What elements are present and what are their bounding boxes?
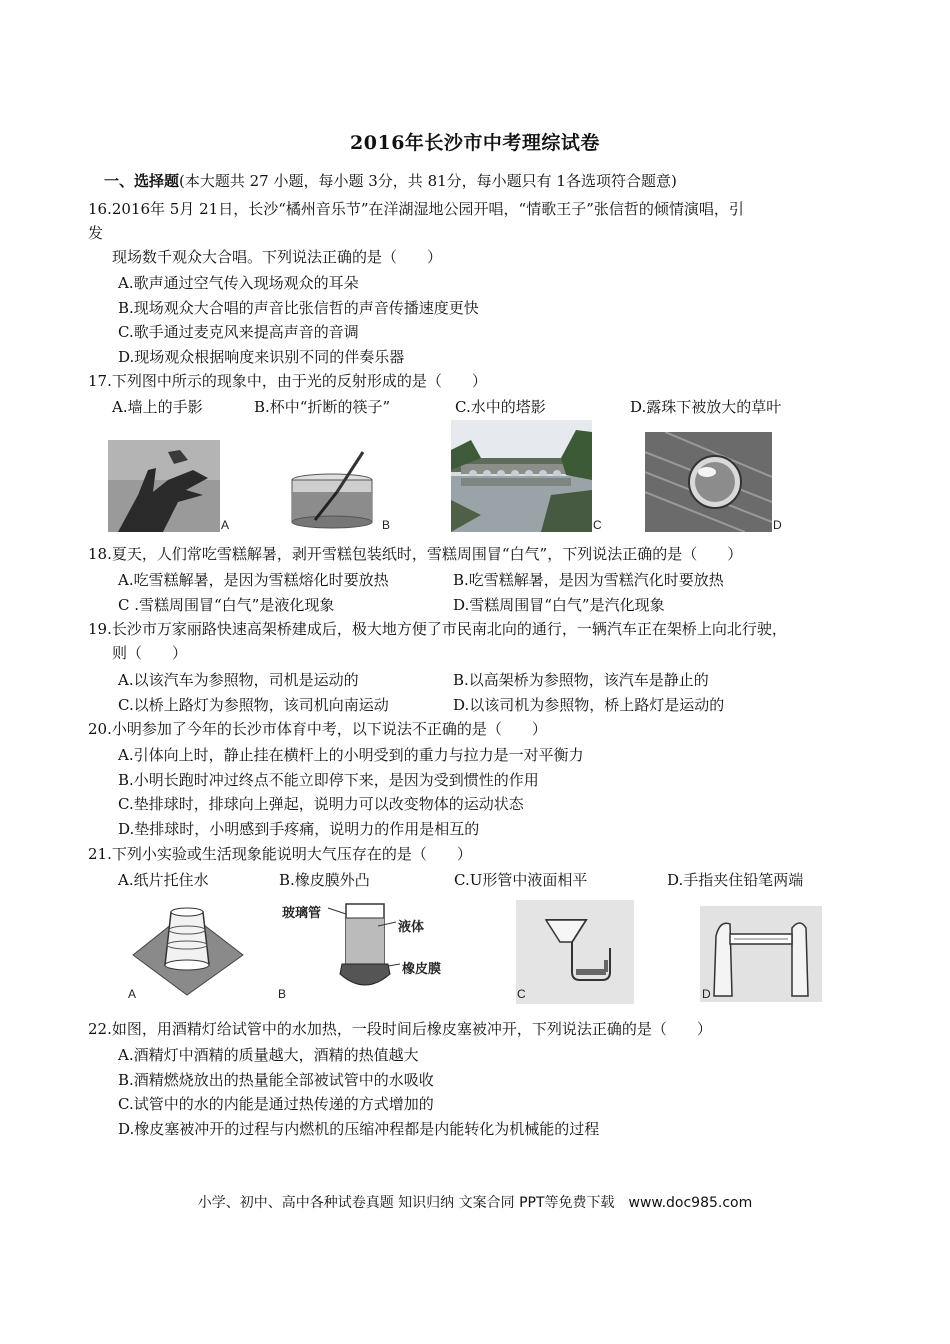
q18-option-b: B.吃雪糕解暑，是因为雪糕汽化时要放热 xyxy=(453,571,724,589)
q16-stem-line3: 现场数千观众大合唱。下列说法正确的是（ ） xyxy=(112,248,443,266)
q21-option-b: B.橡皮膜外凸 xyxy=(279,871,370,889)
q21-option-d: D.手指夹住铅笔两端 xyxy=(667,871,804,889)
q22-option-b: B.酒精燃烧放出的热量能全部被试管中的水吸收 xyxy=(118,1071,434,1089)
dew-drop-photo xyxy=(645,432,772,532)
q22-option-d: D.橡皮塞被冲开的过程与内燃机的压缩冲程都是内能转化为机械能的过程 xyxy=(118,1120,600,1138)
q17-option-b: B.杯中“折断的筷子” xyxy=(254,398,391,416)
q21-fig-d-label: D xyxy=(702,987,711,1001)
q16-option-d: D.现场观众根据响度来识别不同的伴奏乐器 xyxy=(118,348,405,366)
section-note: (本大题共 27 小题，每小题 3分，共 81分，每小题只有 1各选项符合题意) xyxy=(179,172,677,190)
q18-stem: 18.夏天，人们常吃雪糕解暑，剥开雪糕包装纸时，雪糕周围冒“白气”，下列说法正确的是（ ） xyxy=(88,545,743,563)
u-tube-diagram xyxy=(516,900,634,1004)
q16-stem-line1: 16.2016年 5月 21日，长沙“橘州音乐节”在洋湖湿地公园开唱，“情歌王子”张信哲的倾情演唱，引 xyxy=(88,200,744,218)
q18-option-a: A.吃雪糕解暑，是因为雪糕熔化时要放热 xyxy=(118,571,389,589)
q20-option-b: B.小明长跑时冲过终点不能立即停下来，是因为受到惯性的作用 xyxy=(118,771,539,789)
liquid-label: 液体 xyxy=(398,919,425,934)
q16-option-c: C.歌手通过麦克风来提高声音的音调 xyxy=(118,323,359,341)
q20-option-a: A.引体向上时，静止挂在横杆上的小明受到的重力与拉力是一对平衡力 xyxy=(118,746,584,764)
q17-option-c: C.水中的塔影 xyxy=(455,398,546,416)
q19-option-b: B.以高架桥为参照物，该汽车是静止的 xyxy=(453,671,709,689)
q21-fig-a-label: A xyxy=(128,987,137,1001)
q20-stem: 20.小明参加了今年的长沙市体育中考，以下说法不正确的是（ ） xyxy=(88,720,547,738)
q22-stem: 22.如图，用酒精灯给试管中的水加热，一段时间后橡皮塞被冲开，下列说法正确的是（ ） xyxy=(88,1020,712,1038)
bent-chopstick-photo xyxy=(285,450,380,530)
q21-fig-b-label: B xyxy=(278,987,287,1001)
q20-option-d: D.垫排球时，小明感到手疼痛，说明力的作用是相互的 xyxy=(118,820,480,838)
bridge-reflection-photo xyxy=(451,420,592,532)
hand-shadow-photo xyxy=(108,440,220,532)
page-title: 2016年长沙市中考理综试卷 xyxy=(350,132,600,154)
q21-option-a: A.纸片托住水 xyxy=(118,871,209,889)
membrane-label: 橡皮膜 xyxy=(402,961,442,976)
glass-tube-label: 玻璃管 xyxy=(282,905,322,920)
q21-fig-c-label: C xyxy=(517,987,526,1001)
page-footer: 小学、初中、高中各种试卷真题 知识归纳 文案合同 PPT等免费下载 www.doc985.com xyxy=(197,1195,753,1211)
q17-option-d: D.露珠下被放大的草叶 xyxy=(630,398,782,416)
q16-stem-line2: 发 xyxy=(88,224,104,242)
q17-stem: 17.下列图中所示的现象中，由于光的反射形成的是（ ） xyxy=(88,372,487,390)
q18-option-c: C .雪糕周围冒“白气”是液化现象 xyxy=(118,596,335,614)
q21-option-c: C.U形管中液面相平 xyxy=(454,871,588,889)
q17-fig-c-label: C xyxy=(593,518,602,532)
q19-stem-cont: 则（ ） xyxy=(112,644,188,662)
q19-option-c: C.以桥上路灯为参照物，该司机向南运动 xyxy=(118,696,389,714)
q22-option-c: C.试管中的水的内能是通过热传递的方式增加的 xyxy=(118,1095,434,1113)
q16-option-b: B.现场观众大合唱的声音比张信哲的声音传播速度更快 xyxy=(118,299,479,317)
q19-stem: 19.长沙市万家丽路快速高架桥建成后，极大地方便了市民南北向的通行，一辆汽车正在架桥上向北行驶， xyxy=(88,620,787,638)
paper-holds-water-diagram xyxy=(125,900,250,1000)
q17-fig-b-label: B xyxy=(382,518,391,532)
q17-option-a: A.墙上的手影 xyxy=(112,398,203,416)
q16-option-a: A.歌声通过空气传入现场观众的耳朵 xyxy=(118,274,359,292)
q21-stem: 21.下列小实验或生活现象能说明大气压存在的是（ ） xyxy=(88,845,472,863)
q17-fig-d-label: D xyxy=(773,518,782,532)
q19-option-a: A.以该汽车为参照物，司机是运动的 xyxy=(118,671,359,689)
section-heading xyxy=(104,170,677,191)
pencil-fingers-diagram xyxy=(700,906,822,1002)
q20-option-c: C.垫排球时，排球向上弹起，说明力可以改变物体的运动状态 xyxy=(118,795,524,813)
section-title: 一、选择题 xyxy=(104,172,180,190)
q18-option-d: D.雪糕周围冒“白气”是汽化现象 xyxy=(453,596,665,614)
q22-option-a: A.酒精灯中酒精的质量越大，酒精的热值越大 xyxy=(118,1046,419,1064)
q19-option-d: D.以该司机为参照物，桥上路灯是运动的 xyxy=(453,696,725,714)
q17-fig-a-label: A xyxy=(221,518,230,532)
